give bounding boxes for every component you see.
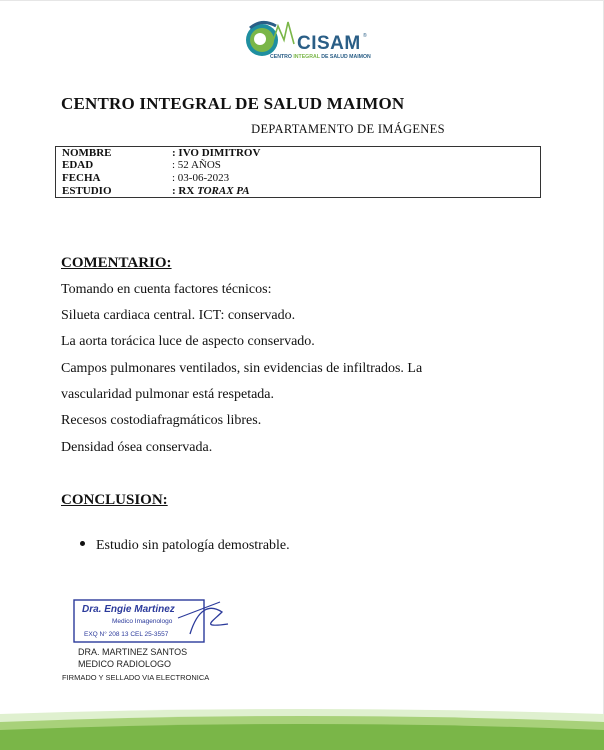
comentario-line: vascularidad pulmonar está respetada. [61,387,275,402]
patient-info-box [55,146,541,198]
center-title: CENTRO INTEGRAL DE SALUD MAIMON [61,94,405,113]
bullet-icon [80,541,85,546]
conclusion-heading: CONCLUSION: [61,492,168,508]
logo-name: CISAM [297,33,361,54]
study-date: : 03-06-2023 [172,172,230,184]
comentario-heading: COMENTARIO: [61,255,172,271]
patient-label: NOMBRE [62,147,112,159]
cisam-logo [242,14,372,66]
patient-age: : 52 AÑOS [172,159,221,171]
comentario-line: Silueta cardiaca central. ICT: conservado. [61,308,296,323]
signer-name: DRA. MARTINEZ SANTOS [78,647,188,657]
logo-subtitle: CENTRO INTEGRAL DE SALUD MAIMON [270,54,371,60]
footer-wave-icon [0,700,604,750]
signer-title: MEDICO RADIOLOGO [78,659,172,669]
conclusion-item-text: Estudio sin patología demostrable. [96,538,290,553]
department-title: DEPARTAMENTO DE IMÁGENES [251,122,445,136]
patient-label: FECHA [62,172,101,184]
study-type: : RX TORAX PA [172,185,250,197]
comentario-line: La aorta torácica luce de aspecto conservado. [61,334,315,349]
patient-label: EDAD [62,159,94,171]
logo-registered-mark: ® [363,33,367,39]
patient-name: : IVO DIMITROV [172,147,261,159]
page-top-edge [0,0,604,1]
comentario-line: Tomando en cuenta factores técnicos: [61,282,272,297]
electronic-signature-note: FIRMADO Y SELLADO VIA ELECTRONICA [62,673,210,682]
comentario-line: Densidad ósea conservada. [61,440,213,455]
stamp-doctor-role: Medico Imagenologo [112,618,173,625]
stamp-doctor-name: Dra. Engie Martinez [82,604,175,615]
signature-stamp [72,598,232,646]
conclusion-item [80,538,290,554]
stamp-exequatur: EXQ N° 208 13 CEL 25-3557 [84,631,169,638]
comentario-line: Recesos costodiafragmáticos libres. [61,413,262,428]
patient-label: ESTUDIO [62,185,112,197]
comentario-line: Campos pulmonares ventilados, sin evidencias de infiltrados. La [61,361,423,376]
